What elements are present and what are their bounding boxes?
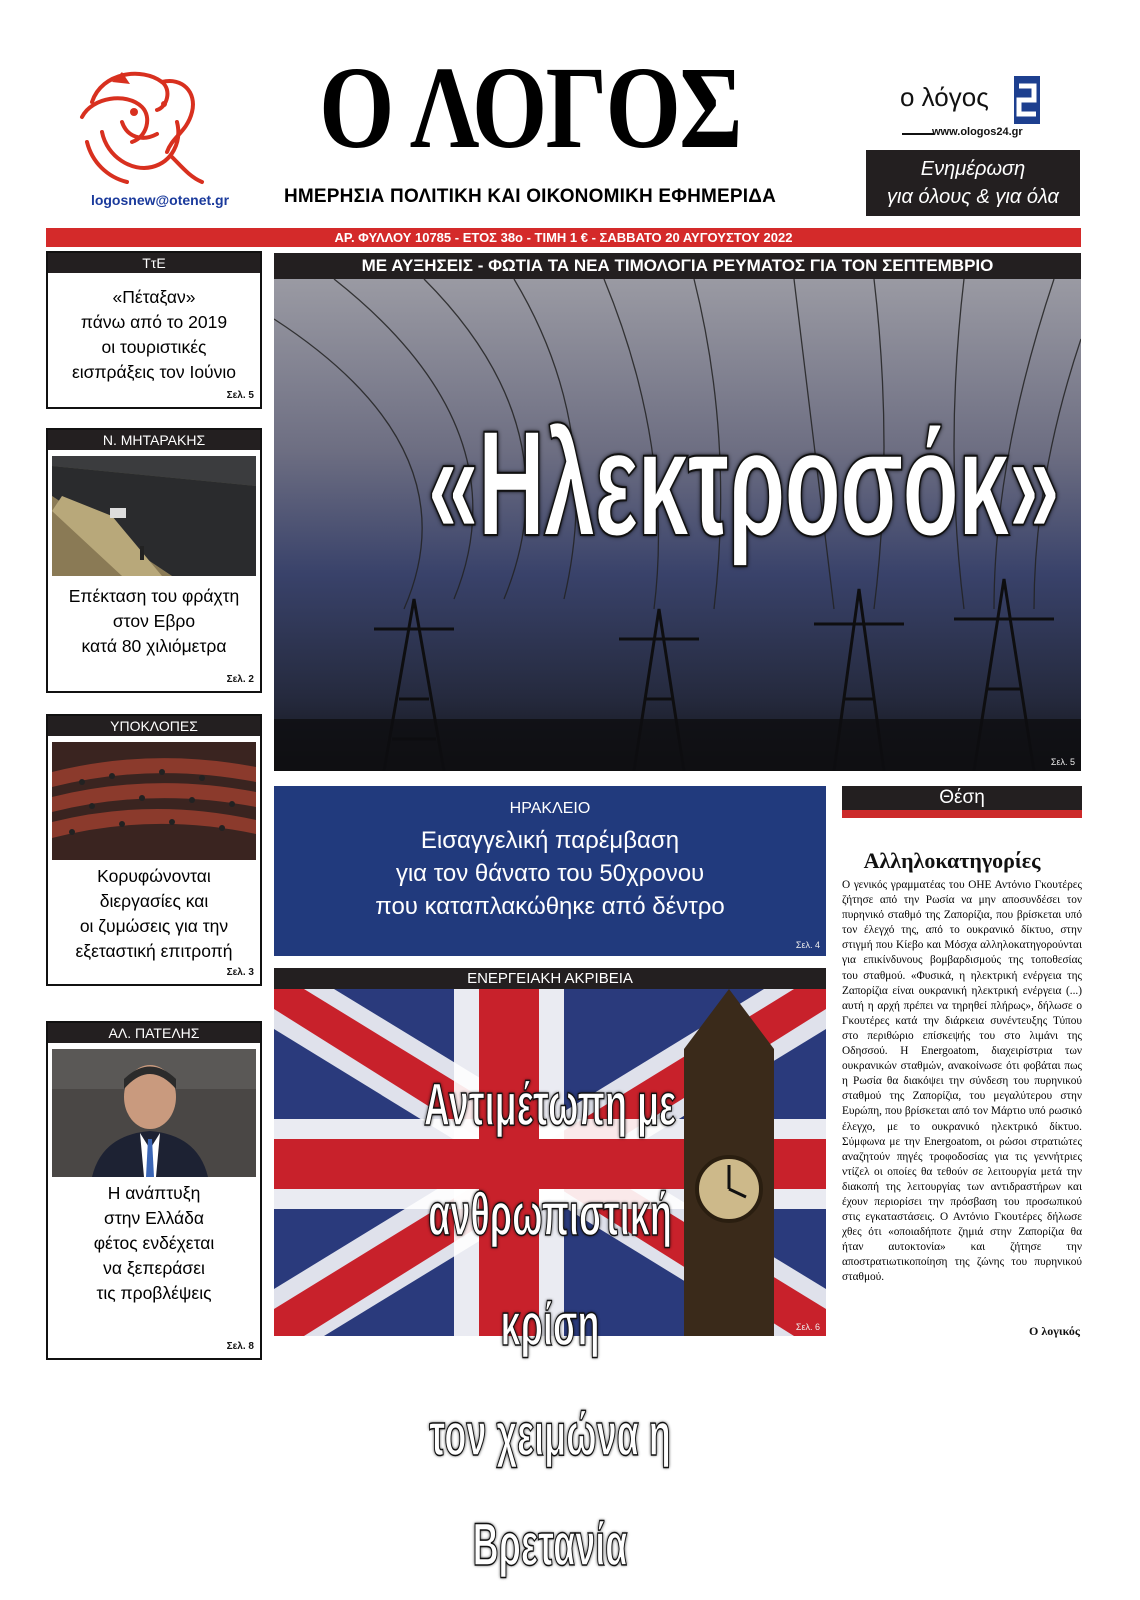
sidebar-story-line: διεργασίες και: [99, 891, 209, 911]
sidebar-story-header: ΤτΕ: [48, 253, 260, 273]
sidebar-story-mitarakis[interactable]: [46, 428, 262, 693]
heraklion-headline-line: Εισαγγελική παρέμβαση: [420, 827, 680, 854]
heraklion-story[interactable]: [274, 786, 826, 956]
page-reference: Σελ. 3: [226, 967, 254, 978]
sidebar-story-line: εξεταστική επιτροπή: [75, 941, 233, 961]
sidebar-story-line: Η ανάπτυξη: [107, 1183, 201, 1203]
sidebar-story-line: στον Εβρο: [112, 611, 196, 631]
ologos24-url[interactable]: www.ologos24.gr: [932, 126, 1023, 138]
energy-headline[interactable]: [384, 1050, 715, 1600]
heraklion-kicker: ΗΡΑΚΛΕΙΟ: [509, 800, 591, 817]
sidebar-story-line: οι τουριστικές: [101, 337, 207, 357]
page-reference: Σελ. 5: [1050, 757, 1075, 767]
sidebar-story-line: εισπράξεις τον Ιούνιο: [71, 362, 236, 382]
sidebar-story-line: πάνω από το 2019: [80, 312, 228, 332]
sidebar-story-patelis[interactable]: [46, 1021, 262, 1360]
newspaper-title: Ο ΛΟΓΟΣ: [319, 42, 741, 173]
slogan-line-2: για όλους & για όλα: [887, 186, 1059, 208]
editorial-red-band: [842, 810, 1082, 818]
border-fence-photo: [52, 456, 256, 576]
energy-headline-line: τον χειμώνα η Βρετανία: [429, 1401, 671, 1578]
sidebar-story-line: κατά 80 χιλιόμετρα: [81, 636, 227, 656]
sidebar-story-line: Κορυφώνονται: [97, 866, 211, 886]
sidebar-story-header: Ν. ΜΗΤΑΡΑΚΗΣ: [48, 430, 260, 450]
sidebar-story-ypokloped[interactable]: [46, 714, 262, 986]
sidebar-story-line: φέτος ενδέχεται: [93, 1233, 215, 1253]
sidebar-story-line: τις προβλέψεις: [96, 1283, 212, 1303]
page-reference: Σελ. 6: [795, 1322, 820, 1332]
page-reference: Σελ. 5: [226, 390, 254, 401]
editorial-body: Ο γενικός γραμματέας του ΟΗΕ Αντόνιο Γκουτέρες ζήτησε από την Ρωσία να μην αποσυνδέσει τον πυρηνικό σταθμό της Ζαπορίζια, που βρίσκεται υπό τον έλεγχό της, από το ουκρανικό δίκτυο, στην στιγμή που Κίεβο και Μόσχα αλληλοκατηγορούνται για επικίνδυνους βομβαρδισμούς της τοποθεσίας του σταθμού. «Φυσικά, η ηλεκτρική ενέργεια της Ζαπορίζια είναι ουκρανική ηλεκτρική ενέργεια (...) αυτή η αρχή πρέπει να τηρηθεί πλήρως», δήλωσε ο Γκουτέρες κατά την διάρκεια συνέντευξης Τύπου στο περιθώριο επίσκεψής του στο λιμάνι της Οδησσού. Η Energoatom, διαχειρίστρια των ουκρανικών σταθμών, ανακοίνωσε ότι φοβάται πως η Ρωσία θα διακόψει την σύνδεση του πυρηνικού σταθμού της Ζαπορίζια, του μεγαλύτερου στην Ευρώπη, που βρίσκεται από τον Μάρτιο υπό ρωσικό έλεγχο, με το ουκρανικό ηλεκτρικό δίκτυο. Σύμφωνα με την Energoatom, οι ρώσοι στρατιώτες αναζητούν πηγές τροφοδοσίας για τις γεννήτριες ντίζελ οι οποίες θα τεθούν σε λειτουργία μετά την διακοπή της λειτουργίας των αντιδραστήρων και έχουν περιορίσει την πρόσβαση του προσωπικού στις εγκαταστάσεις. Ο Αντόνιο Γκουτέρες δήλωσε χθες ότι «οποιαδήποτε ζημιά στην Ζαπορίζια θα ήταν αυτοκτονία» και ζήτησε την αποστρατιωτικοποίηση της ζώνης του πυρηνικού σταθμού.: [842, 879, 1082, 1284]
sidebar-story-line: οι ζυμώσεις για την: [79, 916, 229, 936]
newspaper-subtitle: ΗΜΕΡΗΣΙΑ ΠΟΛΙΤΙΚΗ ΚΑΙ ΟΙΚΟΝΟΜΙΚΗ ΕΦΗΜΕΡΙΔΑ: [283, 186, 777, 207]
page-reference: Σελ. 2: [226, 674, 254, 685]
ologos24-logo-text: ο λόγος: [900, 82, 989, 112]
issue-info-bar: ΑΡ. ΦΥΛΛΟΥ 10785 - ΕΤΟΣ 38ο - ΤΙΜΗ 1 € - ΣΑΒΒΑΤΟ 20 ΑΥΓΟΥΣΤΟΥ 2022: [46, 228, 1081, 247]
sidebar-story-line: «Πέταξαν»: [112, 287, 196, 307]
contact-email[interactable]: logosnew@otenet.gr: [90, 192, 230, 208]
page-reference: Σελ. 8: [226, 1341, 254, 1352]
heraklion-headline-line: για τον θάνατο του 50χρονου: [395, 860, 705, 887]
sidebar-story-header: ΥΠΟΚΛΟΠΕΣ: [48, 716, 260, 736]
parliament-photo: [52, 742, 256, 860]
editorial-title: Αλληλοκατηγορίες: [863, 848, 1041, 873]
sidebar-story-tte[interactable]: [46, 251, 262, 409]
energy-headline-line: Αντιμέτωπη με ανθρωπιστική κρίση: [423, 1071, 677, 1358]
patelis-portrait-photo: [52, 1049, 256, 1177]
lead-headline[interactable]: «Ηλεκτροσόκ»: [427, 399, 1059, 567]
sidebar-story-line: να ξεπεράσει: [103, 1258, 205, 1278]
masthead-logo-illustration: [72, 62, 212, 190]
slogan-box: [866, 150, 1080, 216]
editorial-signature: Ο λογικός: [1029, 1324, 1080, 1338]
heraklion-headline-line: που καταπλακώθηκε από δέντρο: [375, 893, 725, 920]
slogan-line-1: Ενημέρωση: [920, 158, 1026, 180]
sidebar-story-line: στην Ελλάδα: [104, 1208, 204, 1228]
sidebar-story-line: Επέκταση του φράχτη: [68, 586, 240, 606]
editorial-header: Θέση: [842, 786, 1082, 810]
lead-story-kicker: ΜΕ ΑΥΞΗΣΕΙΣ - ΦΩΤΙΑ ΤΑ ΝΕΑ ΤΙΜΟΛΟΓΙΑ ΡΕΥΜΑΤΟΣ ΓΙΑ ΤΟΝ ΣΕΠΤΕΜΒΡΙΟ: [274, 253, 1081, 279]
energy-story-kicker: ΕΝΕΡΓΕΙΑΚΗ ΑΚΡΙΒΕΙΑ: [274, 968, 826, 989]
page-reference: Σελ. 4: [795, 940, 820, 950]
ologos24-mark-icon: [1010, 72, 1046, 128]
sidebar-story-header: ΑΛ. ΠΑΤΕΛΗΣ: [48, 1023, 260, 1043]
ologos24-logo[interactable]: [890, 72, 1090, 142]
ologos24-underline: [902, 133, 934, 135]
